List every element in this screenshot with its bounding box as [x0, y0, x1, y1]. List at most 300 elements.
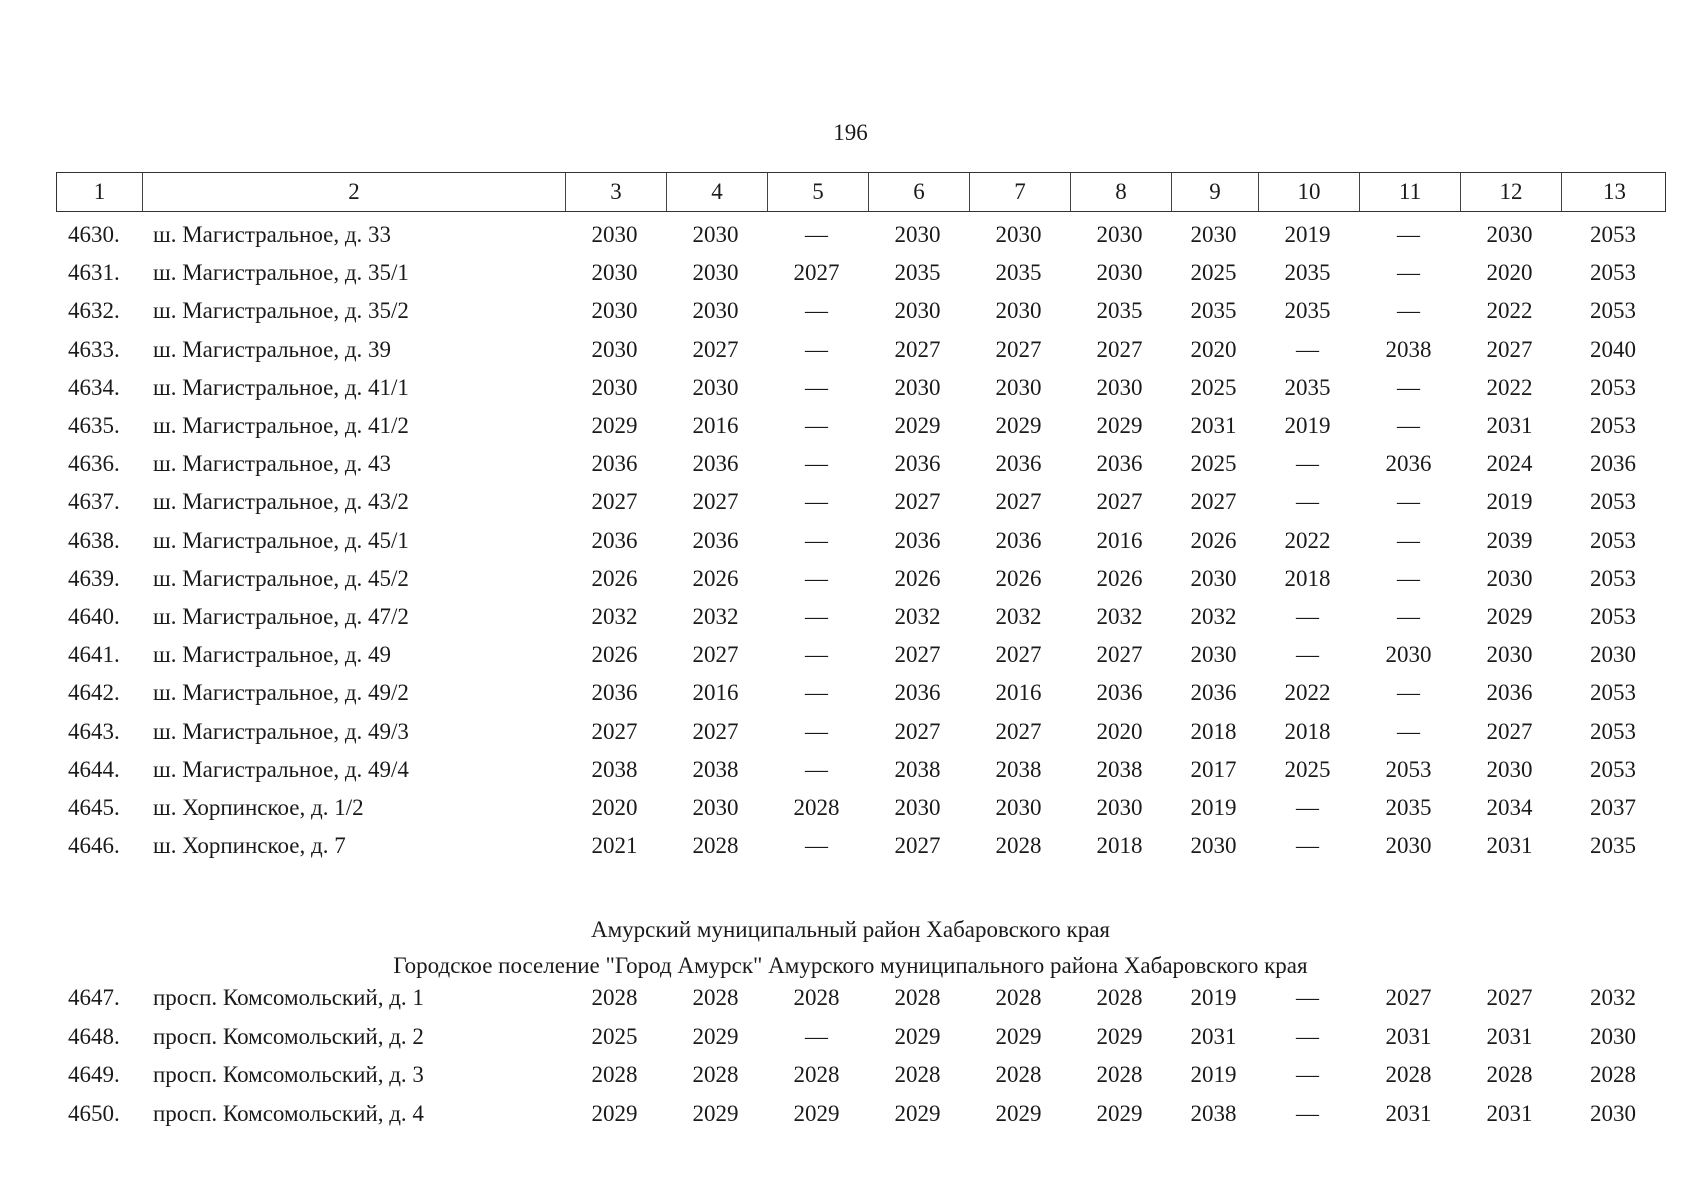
year-cell: 2030: [1096, 794, 1143, 820]
year-cell: 2032: [995, 603, 1042, 629]
address-cell: ш. Магистральное, д. 49/4: [153, 756, 409, 782]
year-cell: 2030: [995, 794, 1042, 820]
year-cell: 2021: [591, 833, 638, 859]
year-cell: 2038: [1096, 756, 1143, 782]
year-cell: 2030: [995, 298, 1042, 324]
address-cell: ш. Магистральное, д. 49/2: [153, 680, 409, 706]
table-row: [56, 636, 1666, 674]
year-cell: 2038: [1385, 336, 1432, 362]
year-cell: 2027: [1190, 489, 1237, 515]
year-cell: 2036: [1590, 451, 1636, 477]
table-row: [56, 445, 1666, 483]
year-cell: 2030: [894, 298, 941, 324]
year-cell: 2029: [1096, 413, 1143, 439]
year-cell: 2032: [894, 603, 941, 629]
year-cell: 2030: [894, 222, 941, 248]
year-cell: 2031: [1486, 1023, 1533, 1049]
year-cell: 2030: [591, 298, 638, 324]
year-cell: 2031: [1486, 413, 1533, 439]
year-cell: 2028: [591, 985, 638, 1011]
address-cell: ш. Магистральное, д. 41/2: [153, 413, 409, 439]
row-number: 4641.: [68, 642, 120, 668]
table-row: [56, 1018, 1666, 1057]
year-cell: 2032: [692, 603, 739, 629]
row-number: 4635.: [68, 413, 120, 439]
table-row: [56, 216, 1666, 254]
address-cell: ш. Магистральное, д. 43: [153, 451, 392, 477]
row-number: 4639.: [68, 565, 120, 591]
row-number: 4650.: [68, 1100, 120, 1126]
table-row: [56, 751, 1666, 789]
address-cell: просп. Комсомольский, д. 1: [153, 985, 424, 1011]
year-cell: 2030: [1096, 260, 1143, 286]
year-cell: 2032: [1190, 603, 1237, 629]
row-number: 4638.: [68, 527, 120, 553]
row-number: 4636.: [68, 451, 120, 477]
year-cell: 2040: [1590, 336, 1636, 362]
address-cell: ш. Магистральное, д. 49: [153, 642, 392, 668]
column-header-2: 2: [142, 173, 565, 211]
year-cell: 2019: [1190, 794, 1237, 820]
year-cell: —: [805, 1023, 828, 1049]
year-cell: 2030: [1590, 1023, 1636, 1049]
year-cell: 2030: [692, 374, 739, 400]
year-cell: 2020: [591, 794, 638, 820]
year-cell: 2031: [1190, 413, 1237, 439]
row-number: 4632.: [68, 298, 120, 324]
year-cell: 2029: [995, 1023, 1042, 1049]
year-cell: 2019: [1284, 222, 1331, 248]
year-cell: 2029: [995, 413, 1042, 439]
year-cell: 2035: [1590, 833, 1636, 859]
year-cell: 2032: [1096, 603, 1143, 629]
year-cell: —: [805, 603, 828, 629]
year-cell: —: [1397, 603, 1420, 629]
year-cell: 2029: [692, 1023, 739, 1049]
year-cell: —: [805, 756, 828, 782]
year-cell: 2027: [793, 260, 840, 286]
year-cell: 2025: [1190, 374, 1237, 400]
year-cell: 2035: [1284, 374, 1331, 400]
year-cell: —: [805, 298, 828, 324]
year-cell: 2030: [1190, 222, 1237, 248]
year-cell: 2019: [1486, 489, 1533, 515]
year-cell: 2031: [1486, 833, 1533, 859]
year-cell: 2030: [591, 336, 638, 362]
year-cell: 2029: [1096, 1100, 1143, 1126]
section-title-settlement: Городское поселение "Город Амурск" Амурского муниципального района Хабаровского края: [393, 953, 1308, 978]
column-header-4: 4: [666, 173, 767, 211]
year-cell: 2018: [1096, 833, 1143, 859]
address-cell: ш. Магистральное, д. 45/1: [153, 527, 409, 553]
address-cell: ш. Хорпинское, д. 1/2: [153, 794, 364, 820]
year-cell: 2020: [1486, 260, 1533, 286]
year-cell: 2036: [692, 527, 739, 553]
year-cell: 2029: [692, 1100, 739, 1126]
address-cell: ш. Магистральное, д. 43/2: [153, 489, 409, 515]
year-cell: 2031: [1486, 1100, 1533, 1126]
year-cell: 2027: [995, 489, 1042, 515]
year-cell: 2036: [692, 451, 739, 477]
column-header-12: 12: [1460, 173, 1561, 211]
year-cell: 2053: [1590, 756, 1636, 782]
year-cell: 2030: [1096, 222, 1143, 248]
row-number: 4643.: [68, 718, 120, 744]
year-cell: 2030: [692, 260, 739, 286]
year-cell: —: [1296, 489, 1319, 515]
year-cell: —: [1397, 260, 1420, 286]
year-cell: —: [1296, 1100, 1319, 1126]
year-cell: 2028: [591, 1062, 638, 1088]
year-cell: 2020: [1190, 336, 1237, 362]
address-cell: просп. Комсомольский, д. 3: [153, 1062, 424, 1088]
year-cell: 2018: [1284, 718, 1331, 744]
year-cell: 2030: [1190, 642, 1237, 668]
year-cell: 2029: [894, 1023, 941, 1049]
year-cell: —: [1397, 413, 1420, 439]
year-cell: 2030: [1190, 565, 1237, 591]
year-cell: 2016: [692, 680, 739, 706]
address-cell: ш. Магистральное, д. 49/3: [153, 718, 409, 744]
year-cell: 2027: [1096, 336, 1143, 362]
year-cell: 2035: [1096, 298, 1143, 324]
year-cell: 2035: [1284, 298, 1331, 324]
year-cell: 2029: [894, 1100, 941, 1126]
column-header-13: 13: [1561, 173, 1667, 211]
table-row: [56, 1095, 1666, 1134]
year-cell: 2027: [1486, 718, 1533, 744]
table-row: [56, 1056, 1666, 1095]
year-cell: 2053: [1590, 374, 1636, 400]
address-cell: ш. Магистральное, д. 47/2: [153, 603, 409, 629]
year-cell: 2025: [1190, 260, 1237, 286]
year-cell: 2017: [1190, 756, 1237, 782]
year-cell: 2029: [591, 413, 638, 439]
year-cell: 2029: [1096, 1023, 1143, 1049]
column-header-9: 9: [1171, 173, 1258, 211]
year-cell: 2030: [1385, 833, 1432, 859]
year-cell: 2036: [894, 680, 941, 706]
year-cell: 2034: [1486, 794, 1533, 820]
year-cell: 2016: [1096, 527, 1143, 553]
year-cell: 2027: [591, 718, 638, 744]
year-cell: 2030: [1096, 374, 1143, 400]
year-cell: 2032: [1590, 985, 1636, 1011]
year-cell: 2020: [1096, 718, 1143, 744]
year-cell: 2030: [1590, 642, 1636, 668]
year-cell: 2036: [591, 527, 638, 553]
year-cell: 2053: [1590, 298, 1636, 324]
year-cell: —: [805, 718, 828, 744]
year-cell: 2022: [1284, 527, 1331, 553]
year-cell: 2036: [1486, 680, 1533, 706]
year-cell: 2030: [1486, 565, 1533, 591]
year-cell: 2019: [1190, 985, 1237, 1011]
year-cell: 2027: [894, 833, 941, 859]
column-header-5: 5: [767, 173, 868, 211]
year-cell: 2024: [1486, 451, 1533, 477]
year-cell: —: [805, 680, 828, 706]
row-number: 4648.: [68, 1023, 120, 1049]
year-cell: 2036: [591, 680, 638, 706]
row-number: 4646.: [68, 833, 120, 859]
year-cell: 2038: [692, 756, 739, 782]
year-cell: 2028: [692, 1062, 739, 1088]
year-cell: 2053: [1590, 413, 1636, 439]
year-cell: 2028: [894, 1062, 941, 1088]
year-cell: 2030: [1486, 222, 1533, 248]
year-cell: —: [1397, 565, 1420, 591]
year-cell: 2026: [995, 565, 1042, 591]
year-cell: 2027: [995, 718, 1042, 744]
year-cell: 2028: [995, 1062, 1042, 1088]
row-number: 4642.: [68, 680, 120, 706]
year-cell: —: [1296, 451, 1319, 477]
year-cell: 2035: [995, 260, 1042, 286]
year-cell: 2053: [1590, 260, 1636, 286]
table-row: [56, 560, 1666, 598]
year-cell: 2035: [1190, 298, 1237, 324]
year-cell: —: [1397, 374, 1420, 400]
row-number: 4640.: [68, 603, 120, 629]
year-cell: 2018: [1284, 565, 1331, 591]
table-row: [56, 483, 1666, 521]
year-cell: 2036: [1385, 451, 1432, 477]
table-row: [56, 674, 1666, 712]
year-cell: 2027: [1486, 985, 1533, 1011]
year-cell: —: [1397, 680, 1420, 706]
year-cell: 2029: [995, 1100, 1042, 1126]
year-cell: —: [1397, 222, 1420, 248]
year-cell: 2036: [1096, 451, 1143, 477]
year-cell: 2029: [894, 413, 941, 439]
year-cell: —: [1296, 336, 1319, 362]
year-cell: 2035: [1385, 794, 1432, 820]
section-title-district: Амурский муниципальный район Хабаровского края: [590, 917, 1111, 942]
column-header-3: 3: [565, 173, 666, 211]
year-cell: 2030: [1190, 833, 1237, 859]
year-cell: —: [805, 489, 828, 515]
year-cell: —: [1296, 1023, 1319, 1049]
year-cell: —: [805, 642, 828, 668]
row-number: 4637.: [68, 489, 120, 515]
year-cell: 2038: [1190, 1100, 1237, 1126]
year-cell: 2038: [894, 756, 941, 782]
table-body: [56, 216, 1666, 865]
year-cell: 2019: [1190, 1062, 1237, 1088]
year-cell: —: [805, 222, 828, 248]
year-cell: 2036: [1190, 680, 1237, 706]
year-cell: 2026: [591, 642, 638, 668]
column-header-10: 10: [1258, 173, 1359, 211]
column-header-6: 6: [868, 173, 969, 211]
year-cell: 2027: [1486, 336, 1533, 362]
year-cell: 2027: [995, 642, 1042, 668]
page-number: 196: [833, 120, 868, 145]
column-header-1: 1: [93, 179, 106, 204]
year-cell: —: [805, 451, 828, 477]
table-row: [56, 712, 1666, 750]
year-cell: 2053: [1590, 565, 1636, 591]
year-cell: 2030: [591, 374, 638, 400]
year-cell: 2028: [894, 985, 941, 1011]
year-cell: —: [1397, 298, 1420, 324]
year-cell: 2053: [1590, 680, 1636, 706]
year-cell: 2053: [1385, 756, 1432, 782]
year-cell: —: [805, 374, 828, 400]
address-cell: просп. Комсомольский, д. 2: [153, 1023, 424, 1049]
table-row: [56, 827, 1666, 865]
year-cell: 2027: [692, 642, 739, 668]
address-cell: ш. Магистральное, д. 45/2: [153, 565, 409, 591]
year-cell: 2028: [692, 985, 739, 1011]
row-number: 4634.: [68, 374, 120, 400]
row-number: 4649.: [68, 1062, 120, 1088]
table-row: [56, 598, 1666, 636]
year-cell: 2027: [1385, 985, 1432, 1011]
row-number: 4630.: [68, 222, 120, 248]
year-cell: —: [1397, 489, 1420, 515]
year-cell: —: [805, 527, 828, 553]
year-cell: 2030: [692, 794, 739, 820]
year-cell: 2030: [1486, 756, 1533, 782]
year-cell: 2026: [894, 565, 941, 591]
year-cell: 2053: [1590, 718, 1636, 744]
year-cell: 2027: [995, 336, 1042, 362]
year-cell: —: [805, 413, 828, 439]
table-row: [56, 292, 1666, 330]
table-row: [56, 522, 1666, 560]
year-cell: 2027: [1096, 489, 1143, 515]
year-cell: 2019: [1284, 413, 1331, 439]
column-header-7: 7: [969, 173, 1070, 211]
year-cell: —: [1296, 985, 1319, 1011]
address-cell: ш. Магистральное, д. 33: [153, 222, 392, 248]
year-cell: 2026: [591, 565, 638, 591]
year-cell: —: [805, 336, 828, 362]
year-cell: 2030: [1385, 642, 1432, 668]
address-cell: ш. Магистральное, д. 39: [153, 336, 392, 362]
year-cell: 2039: [1486, 527, 1533, 553]
year-cell: 2036: [894, 451, 941, 477]
year-cell: 2035: [894, 260, 941, 286]
year-cell: 2030: [894, 794, 941, 820]
address-cell: ш. Хорпинское, д. 7: [153, 833, 346, 859]
year-cell: 2028: [793, 985, 840, 1011]
year-cell: 2027: [591, 489, 638, 515]
year-cell: 2038: [591, 756, 638, 782]
year-cell: 2030: [995, 374, 1042, 400]
year-cell: 2029: [1486, 603, 1533, 629]
year-cell: —: [1296, 794, 1319, 820]
year-cell: 2028: [995, 985, 1042, 1011]
year-cell: 2035: [1284, 260, 1331, 286]
year-cell: 2022: [1284, 680, 1331, 706]
year-cell: 2030: [1486, 642, 1533, 668]
table-row: [56, 254, 1666, 292]
table-body-section: [56, 979, 1666, 1133]
row-number: 4633.: [68, 336, 120, 362]
year-cell: 2028: [793, 794, 840, 820]
year-cell: 2027: [894, 489, 941, 515]
table-row: [56, 979, 1666, 1018]
year-cell: 2027: [894, 336, 941, 362]
year-cell: —: [1296, 1062, 1319, 1088]
year-cell: 2022: [1486, 298, 1533, 324]
year-cell: 2027: [894, 642, 941, 668]
year-cell: —: [1397, 718, 1420, 744]
year-cell: 2031: [1385, 1100, 1432, 1126]
year-cell: 2018: [1190, 718, 1237, 744]
year-cell: 2026: [1190, 527, 1237, 553]
year-cell: —: [1296, 642, 1319, 668]
year-cell: 2028: [1096, 985, 1143, 1011]
year-cell: 2028: [995, 833, 1042, 859]
table-row: [56, 331, 1666, 369]
year-cell: 2030: [591, 260, 638, 286]
year-cell: 2036: [591, 451, 638, 477]
column-header-8: 8: [1070, 173, 1171, 211]
year-cell: 2026: [1096, 565, 1143, 591]
year-cell: 2028: [692, 833, 739, 859]
year-cell: 2030: [692, 298, 739, 324]
year-cell: 2029: [793, 1100, 840, 1126]
year-cell: 2053: [1590, 603, 1636, 629]
year-cell: 2053: [1590, 222, 1636, 248]
year-cell: 2036: [894, 527, 941, 553]
year-cell: —: [805, 565, 828, 591]
year-cell: 2038: [995, 756, 1042, 782]
year-cell: 2030: [995, 222, 1042, 248]
row-number: 4631.: [68, 260, 120, 286]
year-cell: 2028: [1486, 1062, 1533, 1088]
address-cell: ш. Магистральное, д. 35/1: [153, 260, 409, 286]
year-cell: 2016: [692, 413, 739, 439]
year-cell: 2053: [1590, 527, 1636, 553]
row-number: 4645.: [68, 794, 120, 820]
year-cell: 2031: [1190, 1023, 1237, 1049]
year-cell: 2027: [692, 718, 739, 744]
year-cell: 2026: [692, 565, 739, 591]
year-cell: 2028: [793, 1062, 840, 1088]
year-cell: 2037: [1590, 794, 1636, 820]
year-cell: 2030: [1590, 1100, 1636, 1126]
year-cell: —: [1397, 527, 1420, 553]
year-cell: 2027: [692, 336, 739, 362]
year-cell: 2027: [1096, 642, 1143, 668]
year-cell: 2025: [591, 1023, 638, 1049]
address-cell: ш. Магистральное, д. 35/2: [153, 298, 409, 324]
table-row: [56, 407, 1666, 445]
year-cell: 2025: [1190, 451, 1237, 477]
row-number: 4647.: [68, 985, 120, 1011]
year-cell: 2030: [591, 222, 638, 248]
column-header-11: 11: [1359, 173, 1460, 211]
address-cell: просп. Комсомольский, д. 4: [153, 1100, 424, 1126]
row-number: 4644.: [68, 756, 120, 782]
year-cell: 2031: [1385, 1023, 1432, 1049]
address-cell: ш. Магистральное, д. 41/1: [153, 374, 409, 400]
year-cell: 2053: [1590, 489, 1636, 515]
year-cell: 2036: [995, 451, 1042, 477]
year-cell: 2028: [1096, 1062, 1143, 1088]
year-cell: 2030: [692, 222, 739, 248]
table-header: [56, 172, 1666, 212]
year-cell: 2030: [894, 374, 941, 400]
year-cell: 2032: [591, 603, 638, 629]
year-cell: 2028: [1385, 1062, 1432, 1088]
year-cell: 2027: [894, 718, 941, 744]
